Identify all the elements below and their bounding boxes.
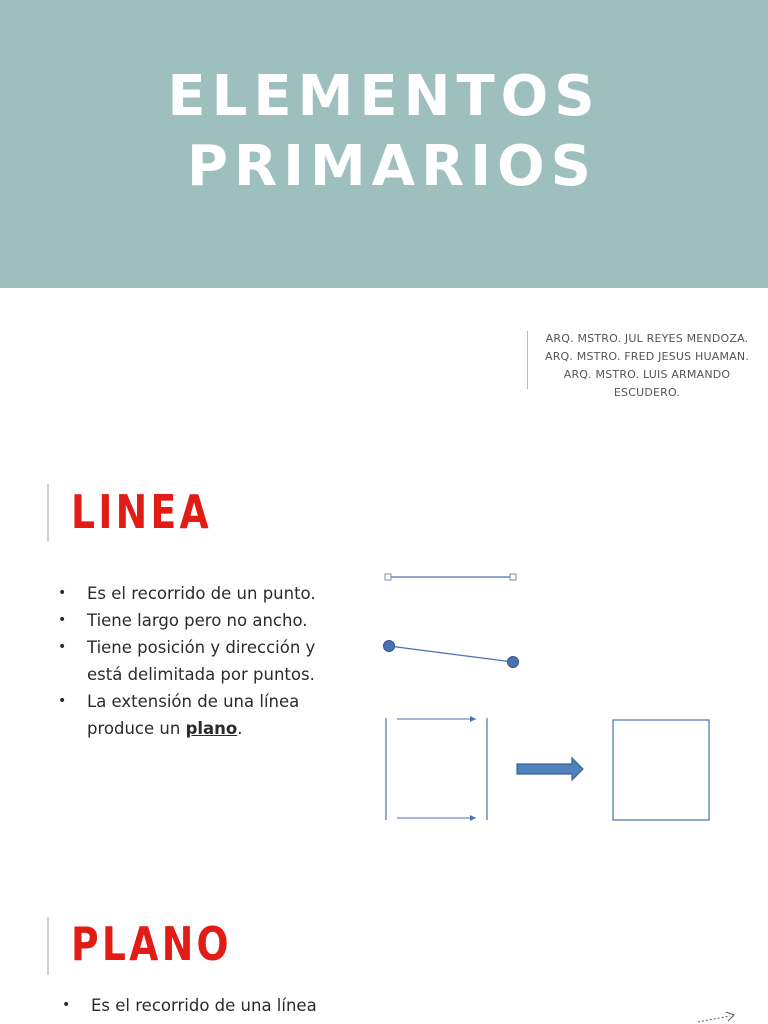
section-linea-bullets xyxy=(58,580,328,742)
author-line: ARQ. MSTRO. JUL REYES MENDOZA. xyxy=(545,332,749,345)
bullet-item xyxy=(58,688,328,742)
section-linea-title: LINEA xyxy=(71,485,213,539)
keyword-plano: plano xyxy=(185,719,238,738)
block-arrow-icon xyxy=(517,758,583,780)
section-plano-accent-bar xyxy=(47,917,49,975)
author-line: ESCUDERO. xyxy=(613,386,681,399)
point-line-shape xyxy=(384,641,519,668)
line-extension-shape xyxy=(386,718,487,820)
section-plano-title: PLANO xyxy=(71,917,232,971)
title-line-1: ELEMENTOS xyxy=(167,64,601,129)
endpoint-dot xyxy=(384,641,395,652)
bullet-item: • Tiene posición y dirección y está delimitada por puntos. xyxy=(58,634,328,688)
title-banner xyxy=(0,0,768,288)
authors-divider xyxy=(527,331,528,389)
plane-square-shape xyxy=(613,720,709,820)
author-line: ARQ. MSTRO. LUIS ARMANDO xyxy=(563,368,731,381)
line-diagram xyxy=(370,560,730,830)
bullet-text: La extensión de una línea produce un xyxy=(87,692,300,738)
section-linea-accent-bar xyxy=(47,484,49,542)
endpoint-dot xyxy=(508,657,519,668)
line-handle xyxy=(385,574,391,580)
line-handle xyxy=(510,574,516,580)
title-line-2: PRIMARIOS xyxy=(187,134,597,199)
page-title xyxy=(0,62,768,202)
selected-line-shape xyxy=(385,574,516,580)
partial-arrow-shape xyxy=(690,1000,740,1024)
authors-block xyxy=(534,330,760,402)
bullet-item: • Tiene largo pero no ancho. xyxy=(58,607,328,634)
author-line: ARQ. MSTRO. FRED JESUS HUAMAN. xyxy=(544,350,750,363)
bullet-suffix: . xyxy=(237,719,243,738)
bullet-item: • Es el recorrido de una línea xyxy=(62,992,382,1019)
section-plano-bullets xyxy=(62,992,382,1019)
bullet-item: • Es el recorrido de un punto. xyxy=(58,580,328,607)
